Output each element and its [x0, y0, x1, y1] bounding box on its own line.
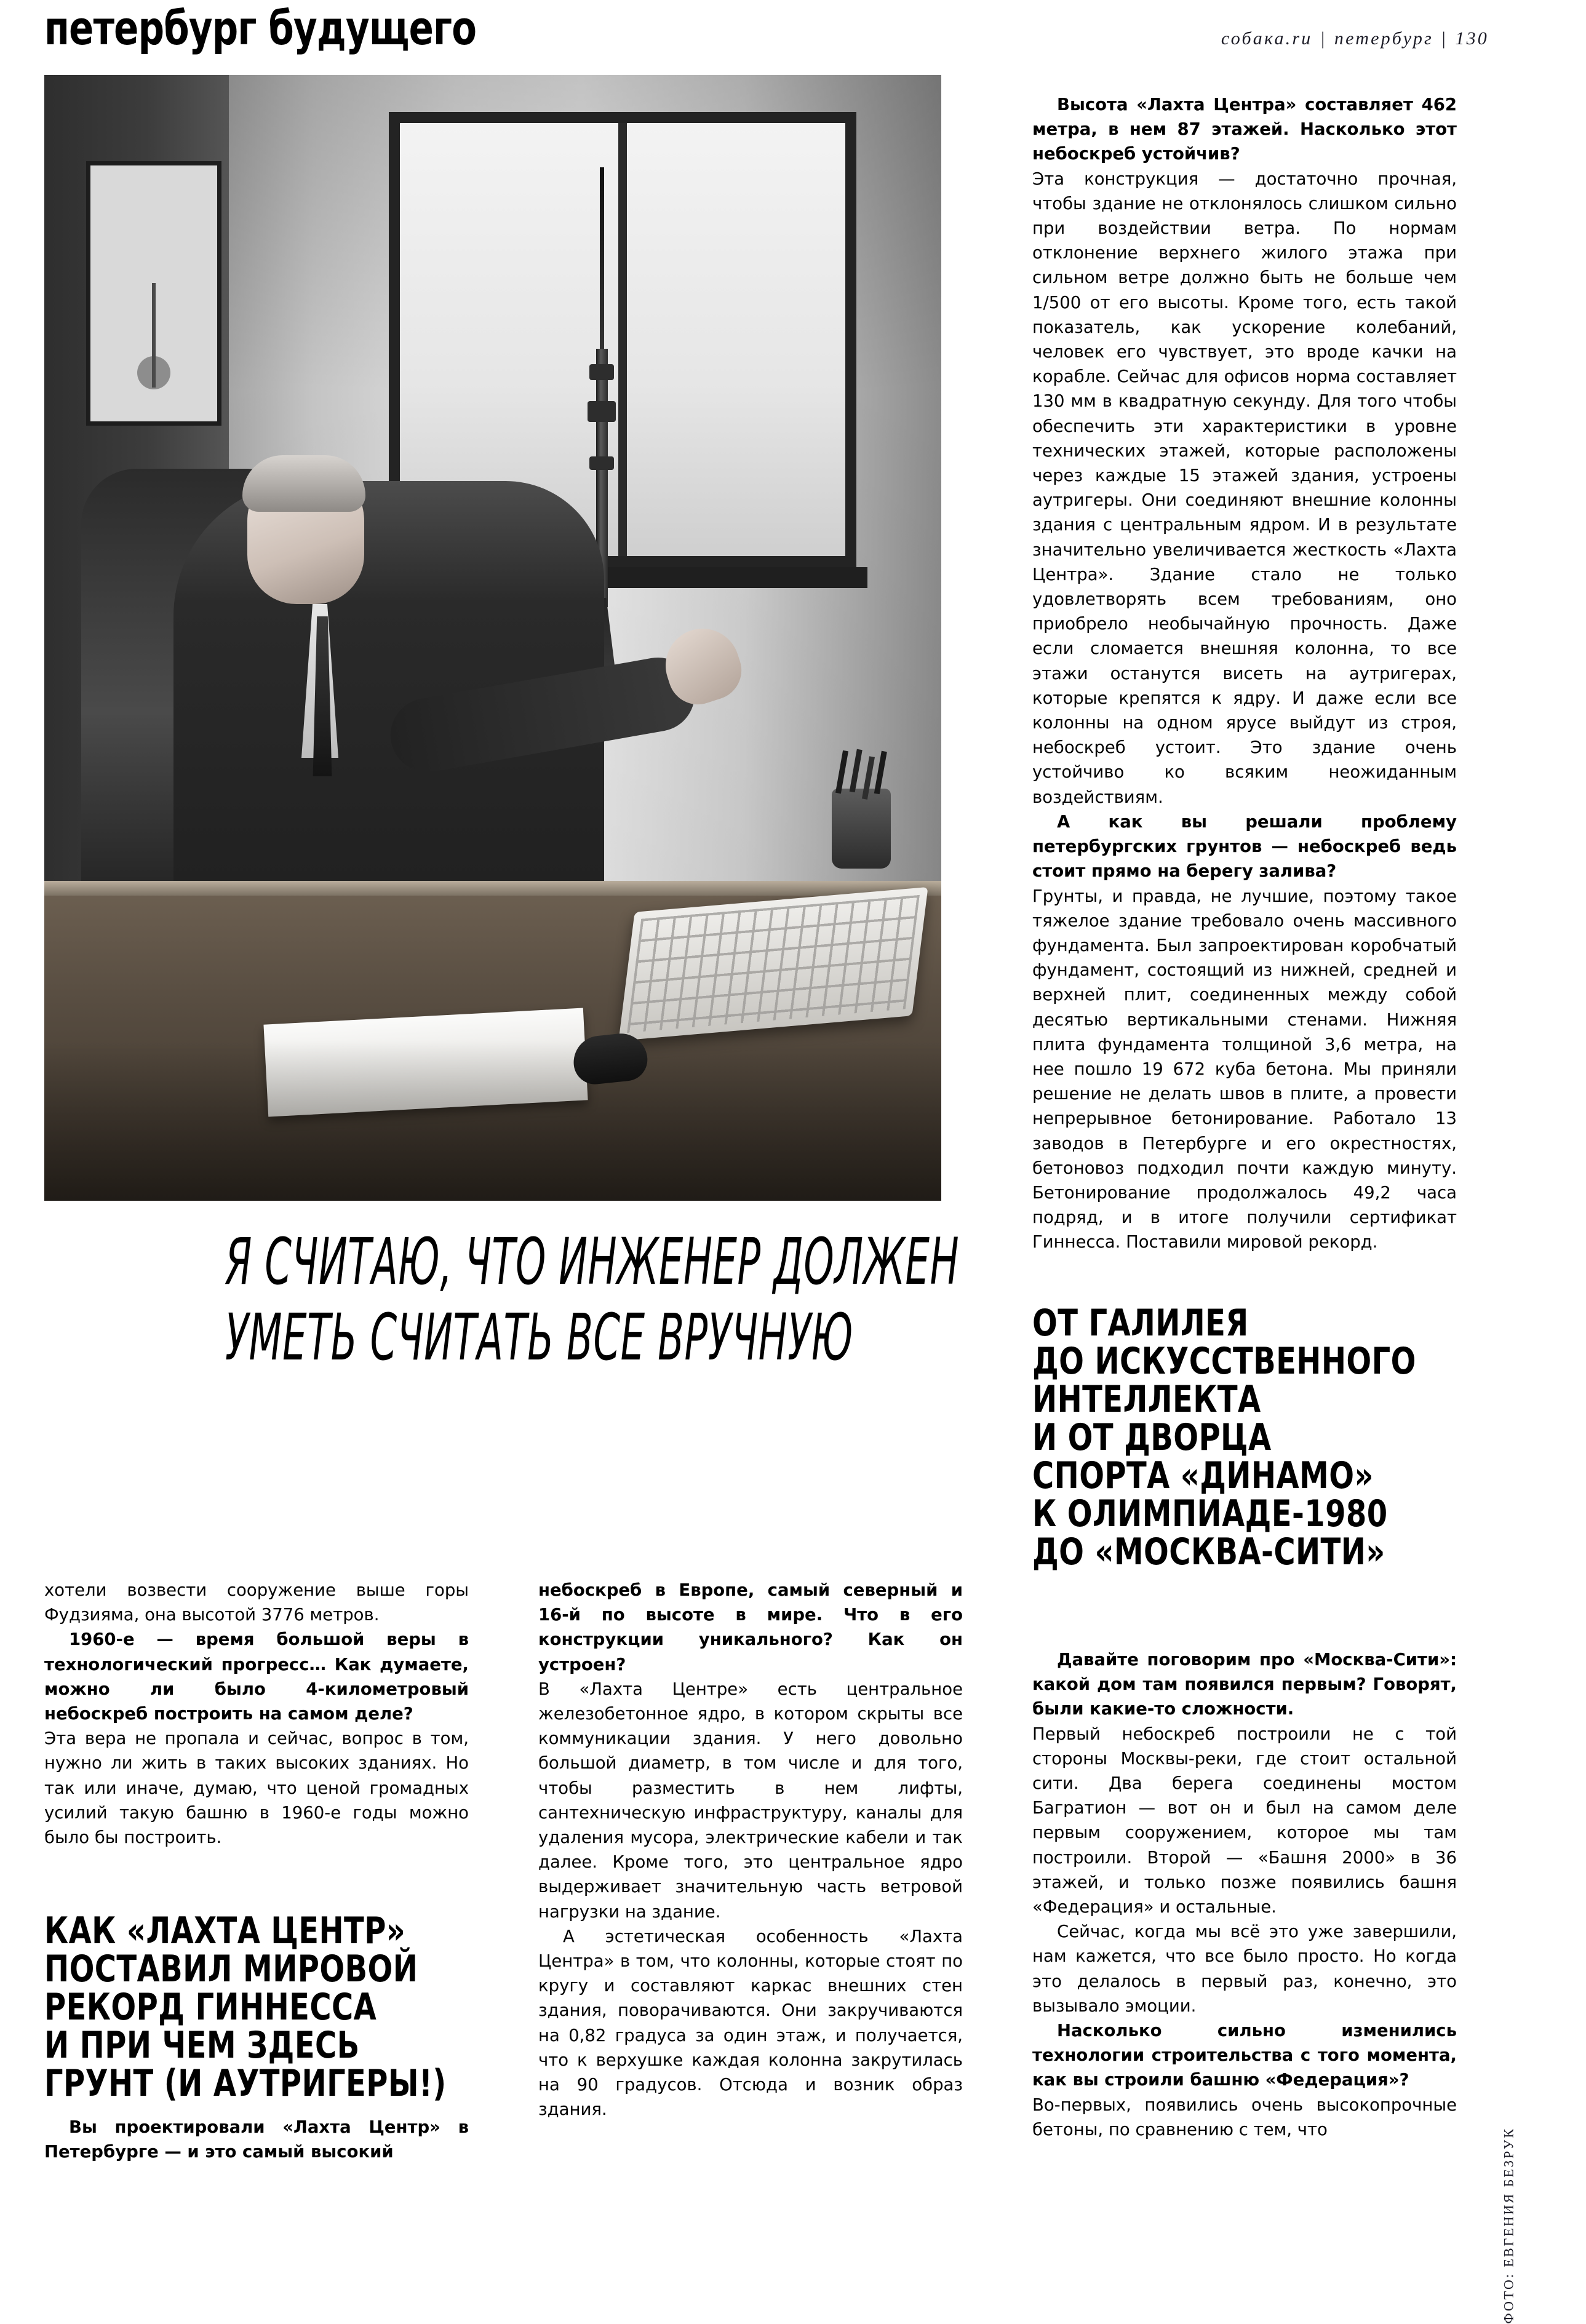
heading-line: И ПРИ ЧЕМ ЗДЕСЬ — [44, 2024, 360, 2067]
interview-answer: Грунты, и правда, не лучшие, поэтому такое тяжелое здание требовало очень массивного фундамента. Был запроектирован коробчатый фундамент, состоящий из нижней, средней и верхней плит, соединенных между собой десятью вертикальными стенами. Нижняя плита фундамента толщиной 3,6 метра, на нее пошло 19 672 куба бетона. Мы приняли решение не делать швов в плите, а провести непрерывное бетонирование. Работало 13 заводов в Петербурге и его окрестностях, бетоновоз подходил почти каждую минуту. Бетонирование продолжалось 49,2 часа подряд, и в итоге получили сертификат Гиннесса. Поставили мировой рекорд. — [1032, 886, 1457, 1252]
interview-question: Вы проектировали «Лахта Центр» в Петербурге — и это самый высокий — [44, 2117, 469, 2162]
heading-line: И ОТ ДВОРЦА — [1032, 1416, 1272, 1459]
section-heading-right — [1032, 1302, 1586, 1574]
section-heading-left — [44, 1909, 598, 2162]
heading-line: СПОРТА «ДИНАМО» — [1032, 1454, 1374, 1497]
heading-line: ОТ ГАЛИЛЕЯ — [1032, 1302, 1249, 1345]
heading-line: РЕКОРД ГИННЕССА — [44, 1986, 377, 2029]
interview-answer: Сейчас, когда мы всё это уже завершили, нам кажется, что все было просто. Но когда это делалось в первый раз, конечно, это вызывало эмоции. — [1032, 1922, 1457, 2016]
folio-page-number: 130 — [1455, 28, 1489, 49]
photo-framed-picture — [86, 161, 221, 426]
interview-answer: хотели возвести сооружение выше горы Фудзияма, она высотой 3776 метров. — [44, 1580, 469, 1625]
heading-line: ДО ИСКУССТВЕННОГО — [1032, 1340, 1416, 1383]
folio-separator-2: | — [1440, 28, 1448, 49]
section-kicker: петербург будущего — [44, 1, 477, 55]
photo-person-hair — [242, 455, 365, 512]
heading-line: К ОЛИМПИАДЕ-1980 — [1032, 1492, 1388, 1535]
pull-quote — [225, 1224, 960, 1375]
tower-mast — [600, 167, 604, 352]
section-heading-left-text — [44, 1909, 487, 2105]
masthead — [0, 0, 1526, 74]
heading-line: ПОСТАВИЛ МИРОВОЙ — [44, 1948, 418, 1991]
heading-line: ГРУНТ (И АУТРИГЕРЫ!) — [44, 2062, 447, 2105]
column-right-bottom — [1032, 1647, 1457, 2142]
column-bottom-left — [44, 1578, 469, 1850]
interview-answer: А эстетическая особенность «Лахта Центра» в том, что колонны, которые стоят по кругу и составляют каркас внешних стен здания, поворачиваются. Они закручиваются на 0,82 градуса за один этаж, и получается, что к верхушке каждая колонна закрутилась на 90 градусов. Отсюда и возник образ здания. — [538, 1926, 963, 2120]
interview-answer: В «Лахта Центре» есть центральное железобетонное ядро, в котором скрыты все коммуникации здания. У него довольно большой диаметр, в том числе и для того, чтобы разместить в нем лифты, сантехническую инфраструктуру, каналы для удаления мусора, электрические кабели и так далее. Кроме того, это центральное ядро выдерживает значительную часть ветровой нагрузки на здание. — [538, 1679, 963, 1922]
folio-site: собака.ru — [1221, 28, 1313, 49]
section-heading-right-text — [1032, 1302, 1475, 1574]
heading-line: ИНТЕЛЛЕКТА — [1032, 1378, 1261, 1421]
column-bottom-middle — [538, 1578, 963, 2122]
photo-pen-cup — [832, 789, 891, 869]
interview-question: Насколько сильно изменились технологии строительства с того момента, как вы строили башню «Федерация»? — [1032, 2021, 1457, 2090]
interview-answer: Первый небоскреб построили не с той стороны Москвы-реки, где стоит остальной сити. Два берега соединены мостом Багратион — вот он и был на самом деле первым сооружением, которое мы там построили. Второй — «Башня 2000» в 36 этажей, и только позже появились башня «Федерация» и остальные. — [1032, 1724, 1457, 1917]
interview-question: 1960-е — время большой веры в технологический прогресс… Как думаете, можно ли было 4-километровый небоскреб построить на самом деле? — [44, 1630, 469, 1724]
folio-separator-1: | — [1320, 28, 1327, 49]
interview-answer: Эта вера не пропала и сейчас, вопрос в том, нужно ли жить в таких высоких зданиях. Но так или иначе, думаю, что ценой громадных усилий такую башню в 1960-е годы можно было бы построить. — [44, 1729, 469, 1848]
tower-pod-lower — [589, 456, 614, 470]
heading-line: КАК «ЛАХТА ЦЕНТР» — [44, 1909, 406, 1952]
photo-vignette — [44, 1041, 941, 1201]
interview-question: небоскреб в Европе, самый северный и 16-й по высоте в мире. Что в его конструкции уникального? Как он устроен? — [538, 1580, 963, 1674]
folio-city: петербург — [1334, 28, 1433, 49]
pull-quote-line-1: Я СЧИТАЮ, ЧТО ИНЖЕНЕР ДОЛЖЕН — [225, 1224, 960, 1299]
heading-line: ДО «МОСКВА-СИТИ» — [1032, 1530, 1385, 1574]
interview-question: Высота «Лахта Центра» составляет 462 метра, в нем 87 этажей. Насколько этот небоскреб устойчив? — [1032, 95, 1457, 164]
interview-question: А как вы решали проблему петербургских грунтов — небоскреб ведь стоит прямо на берегу залива? — [1032, 811, 1457, 881]
interview-answer: Эта конструкция — достаточно прочная, чтобы здание не отклонялось слишком сильно при воздействии ветра. По нормам отклонение верхнего жилого этажа при сильном ветре должно быть не больше чем 1/500 от его высоты. Кроме того, есть такой показатель, как ускорение колебаний, человек его чувствует, это вроде качки на корабле. Сейчас для офисов норма составляет 130 мм в квадратную секунду. Для того чтобы обеспечить эти характеристики в уровне технических этажей, которые расположены через каждые 15 этажей здания, устроены аутригеры. Они соединяют внешние колонны здания с центральным ядром. И в результате значительно увеличивается жесткость «Лахта Центра». Здание стало не только удовлетворять всем требованиям, оно приобрело необычайную прочность. Даже если сломается внешняя колонна, то все этажи останутся висеть на аутригерах, которые крепятся к ядру. И даже если все колонны на одном ярусе выйдут из строя, небоскреб устоит. Это здание очень устойчиво ко всяким неожиданным воздействиям. — [1032, 169, 1457, 807]
photo-credit: ФОТО: ЕВГЕНИЯ БЕЗРУК — [1501, 2127, 1516, 2324]
photo-keyboard — [618, 887, 928, 1041]
interview-question: Давайте поговорим про «Москва-Сити»: какой дом там появился первым? Говорят, были какие-то сложности. — [1032, 1650, 1457, 1719]
tower-pod-middle — [588, 401, 616, 422]
interview-answer: Во-первых, появились очень высокопрочные бетоны, по сравнению с тем, что — [1032, 2095, 1457, 2139]
pull-quote-line-2: УМЕТЬ СЧИТАТЬ ВСЕ ВРУЧНУЮ — [225, 1299, 853, 1375]
folio — [1221, 28, 1489, 49]
tower-pod-upper — [589, 364, 614, 380]
column-bottom-left-tail — [44, 2115, 469, 2164]
column-right-top — [1032, 92, 1457, 1255]
article-photo — [44, 75, 941, 1201]
